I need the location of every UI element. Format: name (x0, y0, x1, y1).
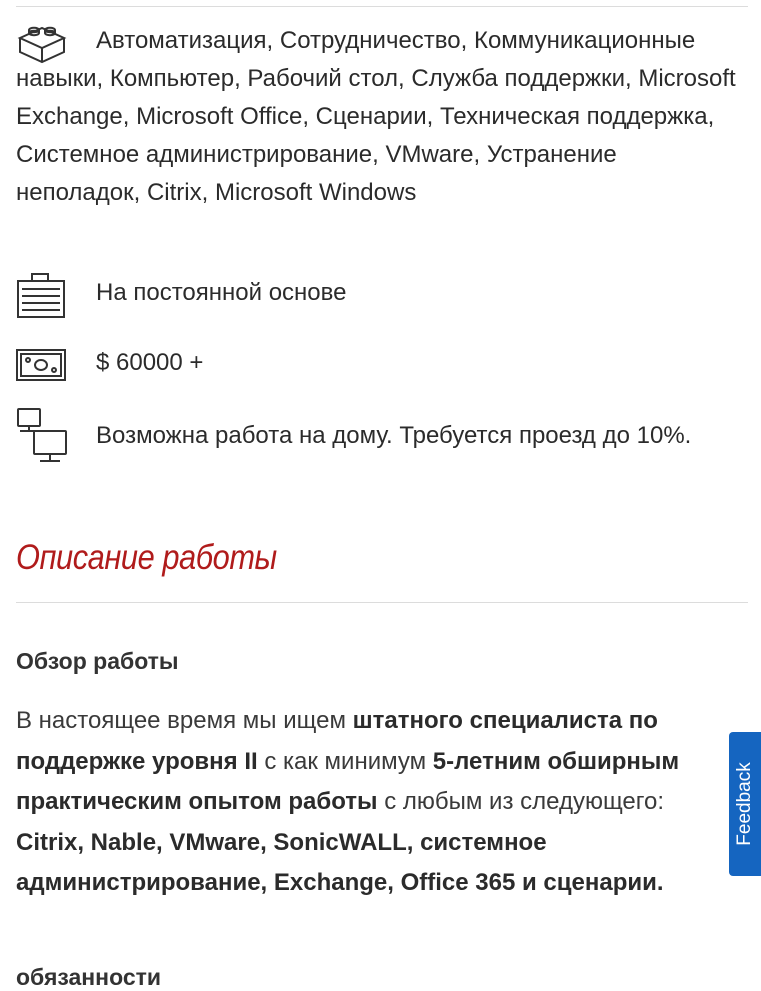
overview-bold-2: 5-летним обширным практическим опытом работы (16, 747, 680, 815)
overview-bold-3: Citrix, Nable, VMware, SonicWALL, системное администрирование, Exchange, Office 365 и сценарии. (16, 828, 664, 896)
overview-text-3: с любым из следующего: (377, 788, 665, 815)
feedback-label: Feedback (734, 762, 755, 846)
overview-text-1: В настоящее время мы ищем (16, 707, 353, 734)
skills-text (16, 22, 742, 212)
salary-row (16, 344, 742, 382)
job-type-row (16, 274, 742, 312)
blocks-icon (16, 22, 68, 71)
remote-row (16, 417, 742, 455)
skills-first-line: Автоматизация, Сотрудничество, (96, 27, 468, 54)
skills-row (16, 22, 742, 212)
computers-icon (16, 407, 72, 470)
duties-heading: обязанности (16, 964, 162, 990)
top-divider (16, 6, 748, 7)
money-icon (16, 348, 68, 387)
overview-paragraph (16, 701, 728, 904)
job-type-label: На постоянной основе (96, 279, 347, 306)
section-title: Описание работы (16, 538, 277, 577)
overview-heading: Обзор работы (16, 648, 179, 674)
briefcase-icon (16, 272, 68, 325)
remote-label: Возможна работа на дому. Требуется проезд до 10%. (96, 422, 692, 449)
section-divider (16, 602, 748, 603)
feedback-button[interactable] (729, 732, 761, 876)
salary-label: $ 60000 + (96, 349, 204, 376)
overview-text-2: с как минимум (257, 747, 433, 775)
overview-bold-1: штатного специалиста по поддержке уровня II (16, 707, 658, 775)
skills-rest: Коммуникационные навыки, Компьютер, Рабочий стол, Служба поддержки, Microsoft Exchange, Microsoft Office, Сценарии, Техническая поддержка, Системное администрирование, VMware, Устранение неполадок, Citrix, Microsoft Windows (16, 27, 736, 206)
